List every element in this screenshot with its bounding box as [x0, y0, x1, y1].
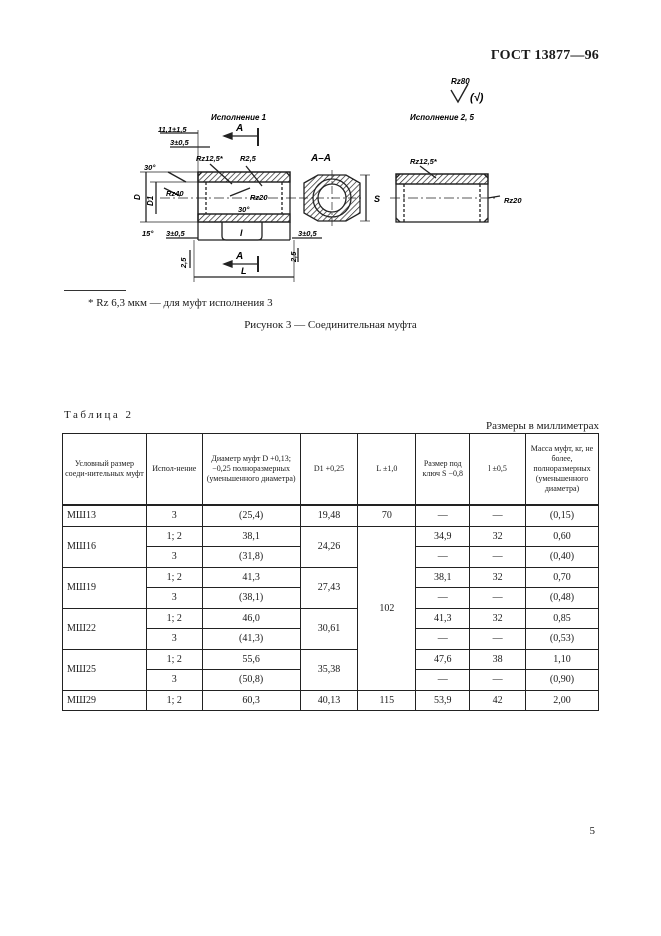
table-units: Размеры в миллиметрах — [486, 420, 599, 432]
cell-wrench: 53,9 — [416, 690, 470, 711]
dimensions-table — [62, 433, 599, 711]
cell-variant: 1; 2 — [146, 649, 202, 670]
cell-d1: 24,26 — [300, 526, 358, 567]
document-code: ГОСТ 13877—96 — [490, 48, 599, 63]
cell-variant: 3 — [146, 670, 202, 691]
cell-wrench: — — [416, 547, 470, 568]
cell-d1: 35,38 — [300, 649, 358, 690]
cell-l: — — [470, 547, 526, 568]
cell-l: 42 — [470, 690, 526, 711]
cell-size: МШ25 — [63, 649, 147, 690]
z25-left-label: 2,5 — [179, 257, 188, 268]
cell-diameter: (50,8) — [202, 670, 300, 691]
cell-l: — — [470, 588, 526, 609]
cell-d1: 27,43 — [300, 567, 358, 608]
table-row — [63, 608, 599, 629]
variant-25-view — [390, 166, 500, 222]
cell-variant: 3 — [146, 547, 202, 568]
header-size: Условный размер соеди-нительных муфт — [63, 434, 147, 506]
section-aa-title: А–А — [311, 153, 332, 164]
rz40-label: Rz40 — [166, 189, 184, 198]
cell-l: 32 — [470, 526, 526, 547]
dim-D1-label: D1 — [146, 195, 155, 206]
cell-wrench: 41,3 — [416, 608, 470, 629]
angle-30-label-2: 30° — [238, 205, 250, 214]
cell-variant: 1; 2 — [146, 608, 202, 629]
cell-wrench: — — [416, 629, 470, 650]
header-diameter: Диаметр муфт D +0,13; −0,25 полноразмерных (уменьшенного диаметра) — [202, 434, 300, 506]
cell-variant: 3 — [146, 629, 202, 650]
cell-diameter: (38,1) — [202, 588, 300, 609]
dim-D-label: D — [133, 194, 142, 200]
cell-variant: 3 — [146, 588, 202, 609]
cell-length-merged: 102 — [358, 526, 416, 690]
cell-wrench: 38,1 — [416, 567, 470, 588]
cell-mass: 0,70 — [526, 567, 599, 588]
cell-variant: 3 — [146, 505, 202, 526]
header-wrench: Размер под ключ S −0,8 — [416, 434, 470, 506]
cell-diameter: 38,1 — [202, 526, 300, 547]
cell-variant: 1; 2 — [146, 567, 202, 588]
arrow-a-bottom-label: A — [236, 251, 244, 262]
cell-l: 32 — [470, 567, 526, 588]
cell-length: 115 — [358, 690, 416, 711]
table-row — [63, 649, 599, 670]
roughness-check-icon — [451, 84, 468, 102]
table-row — [63, 690, 599, 711]
cell-l: 38 — [470, 649, 526, 670]
page-number: 5 — [589, 825, 595, 837]
header-d1: D1 +0,25 — [300, 434, 358, 506]
table-row — [63, 505, 599, 526]
cell-size: МШ19 — [63, 567, 147, 608]
cell-d1: 40,13 — [300, 690, 358, 711]
cell-wrench: — — [416, 505, 470, 526]
cell-mass: (0,40) — [526, 547, 599, 568]
cell-wrench: — — [416, 588, 470, 609]
footnote-separator — [64, 290, 126, 291]
cell-mass: (0,53) — [526, 629, 599, 650]
coupling-drawing — [0, 0, 661, 300]
footnote: * Rz 6,3 мкм — для муфт исполнения 3 — [88, 297, 273, 309]
dim-3-left-label: 3±0,5 — [166, 229, 185, 238]
table-title: Таблица 2 — [64, 409, 134, 421]
cell-l: — — [470, 629, 526, 650]
cell-size: МШ13 — [63, 505, 147, 526]
cell-mass: (0,48) — [526, 588, 599, 609]
cell-diameter: 60,3 — [202, 690, 300, 711]
dim-L-label: L — [241, 266, 247, 276]
cell-mass: 1,10 — [526, 649, 599, 670]
dim-3-right-label: 3±0,5 — [298, 229, 317, 238]
cell-diameter: 41,3 — [202, 567, 300, 588]
header-variant: Испол-нение — [146, 434, 202, 506]
roughness-general-label: Rz80 — [451, 77, 470, 86]
section-aa-view — [300, 170, 370, 226]
variant-1-title: Исполнение 1 — [211, 113, 267, 122]
cell-diameter: (25,4) — [202, 505, 300, 526]
cell-mass: 0,85 — [526, 608, 599, 629]
roughness-paren-label: (√) — [470, 92, 484, 104]
angle-30-label-1: 30° — [144, 163, 156, 172]
cell-size: МШ16 — [63, 526, 147, 567]
cell-mass: (0,90) — [526, 670, 599, 691]
rz125-label-2: Rz12,5* — [410, 157, 437, 166]
cell-l: 32 — [470, 608, 526, 629]
cell-size: МШ29 — [63, 690, 147, 711]
cell-l: — — [470, 670, 526, 691]
cell-diameter: (31,8) — [202, 547, 300, 568]
cell-wrench: 34,9 — [416, 526, 470, 547]
cell-length: 70 — [358, 505, 416, 526]
dim-l-label: l — [240, 228, 243, 238]
cell-diameter: 46,0 — [202, 608, 300, 629]
angle-15-label: 15° — [142, 229, 154, 238]
rz20-label-1: Rz20 — [250, 193, 268, 202]
cell-d1: 30,61 — [300, 608, 358, 649]
cell-mass: 2,00 — [526, 690, 599, 711]
cell-diameter: 55,6 — [202, 649, 300, 670]
cell-mass: (0,15) — [526, 505, 599, 526]
cell-size: МШ22 — [63, 608, 147, 649]
r25-label: R2,5 — [240, 154, 256, 163]
figure-caption: Рисунок 3 — Соединительная муфта — [244, 319, 417, 331]
header-l: l ±0,5 — [470, 434, 526, 506]
table-header-row — [63, 434, 599, 506]
dim-3-top-label: 3±0,5 — [170, 138, 189, 147]
header-length: L ±1,0 — [358, 434, 416, 506]
cell-diameter: (41,3) — [202, 629, 300, 650]
cell-mass: 0,60 — [526, 526, 599, 547]
variant-25-title: Исполнение 2, 5 — [410, 113, 474, 122]
rz125-label-1: Rz12,5* — [196, 154, 223, 163]
cell-wrench: — — [416, 670, 470, 691]
rz20-label-2: Rz20 — [504, 196, 522, 205]
cell-variant: 1; 2 — [146, 526, 202, 547]
z25-right-label: 2,5 — [289, 251, 298, 262]
cell-l: — — [470, 505, 526, 526]
arrow-a-top-label: A — [236, 123, 244, 134]
table-row — [63, 567, 599, 588]
cell-wrench: 47,6 — [416, 649, 470, 670]
cell-d1: 19,48 — [300, 505, 358, 526]
header-mass: Масса муфт, кг, не более, полноразмерных (уменьшенного диаметра) — [526, 434, 599, 506]
dim-11-label: 11,1±1,5 — [158, 125, 187, 134]
table-row — [63, 526, 599, 547]
cell-variant: 1; 2 — [146, 690, 202, 711]
dim-S-label: S — [374, 194, 381, 204]
